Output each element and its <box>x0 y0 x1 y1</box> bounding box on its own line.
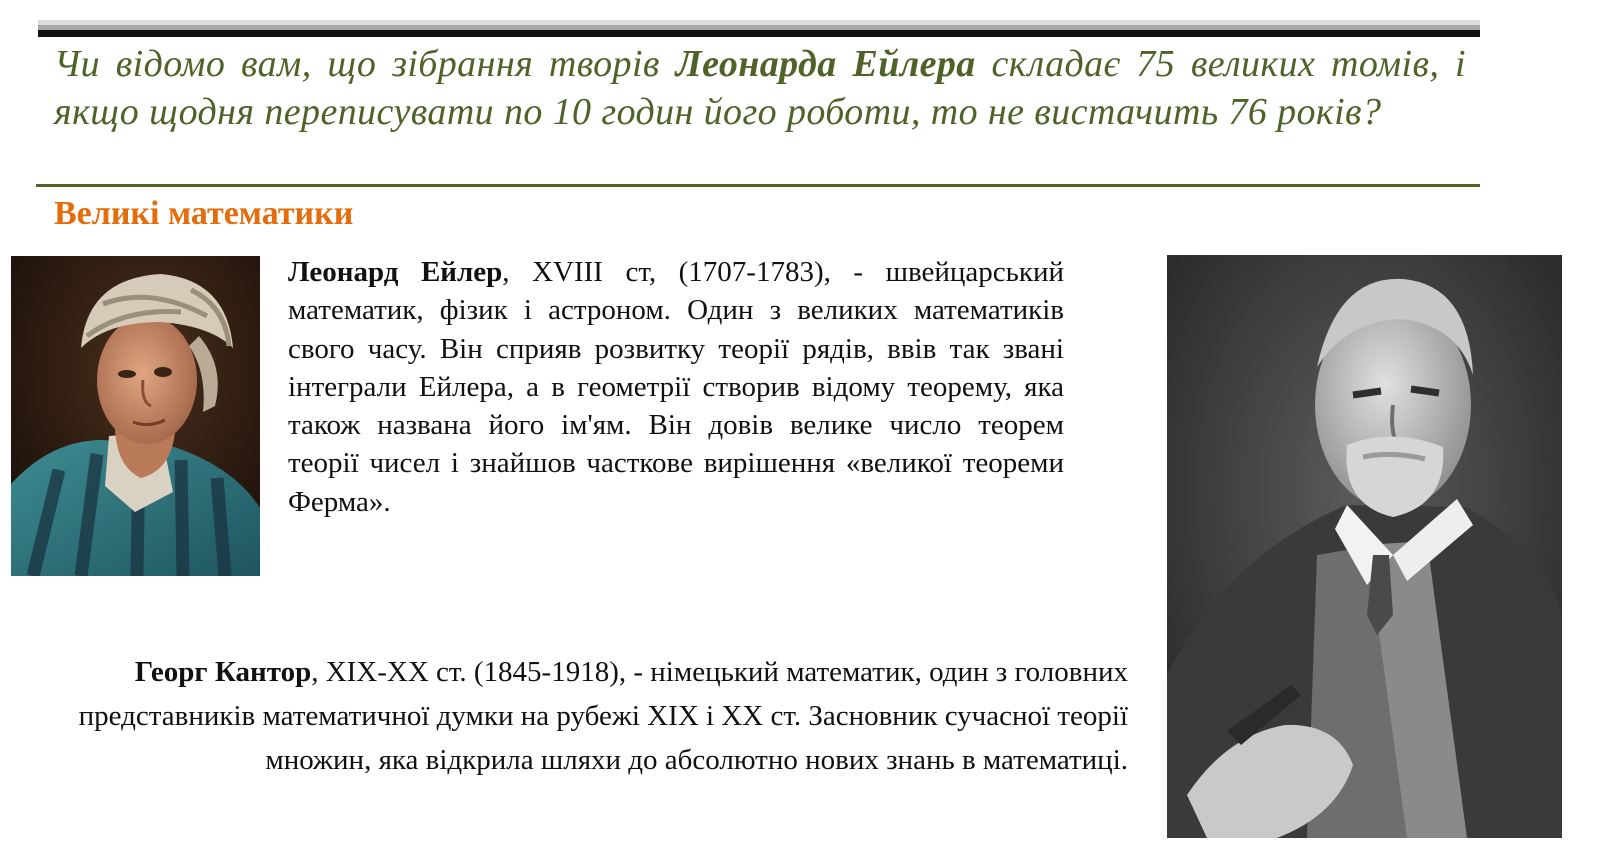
fact-lead: Чи відомо вам, що зібрання творів <box>54 43 676 85</box>
euler-name: Леонард Ейлер <box>288 256 503 288</box>
section-divider <box>36 184 1480 187</box>
fact-tail: складає 75 великих томів, і якщо щодня переписувати по 10 годин його роботи, то не вистачить 76 років? <box>54 43 1466 133</box>
cantor-bio-text: , XIX-XX ст. (1845-1918), - німецький математик, один з головних представників математичної думки на рубежі XIX і XX ст. Засновник сучасної теорії множин, яка відкрила шляхи до абсолютно нових знань в математиці. <box>78 656 1128 776</box>
euler-portrait <box>11 256 260 576</box>
fact-highlight-name: Леонарда Ейлера <box>675 43 976 85</box>
euler-bio-text: , XVIII ст, (1707-1783), - швейцарський математик, фізик і астроном. Один з великих математиків свого часу. Він сприяв розвитку теорії рядів, ввів так звані інтеграли Ейлера, а в геометрії створив відому теорему, яка також названа його ім'ям. Він довів велике число теорем теорії чисел і знайшов часткове вирішення «великої теореми Ферма». <box>288 256 1064 518</box>
euler-biography <box>288 253 1064 521</box>
cantor-name: Георг Кантор <box>134 656 312 688</box>
cantor-portrait <box>1167 255 1562 838</box>
section-title: Великі математики <box>54 195 354 232</box>
top-decorative-rule <box>38 20 1480 38</box>
did-you-know-fact <box>54 40 1466 136</box>
cantor-biography <box>40 650 1128 782</box>
